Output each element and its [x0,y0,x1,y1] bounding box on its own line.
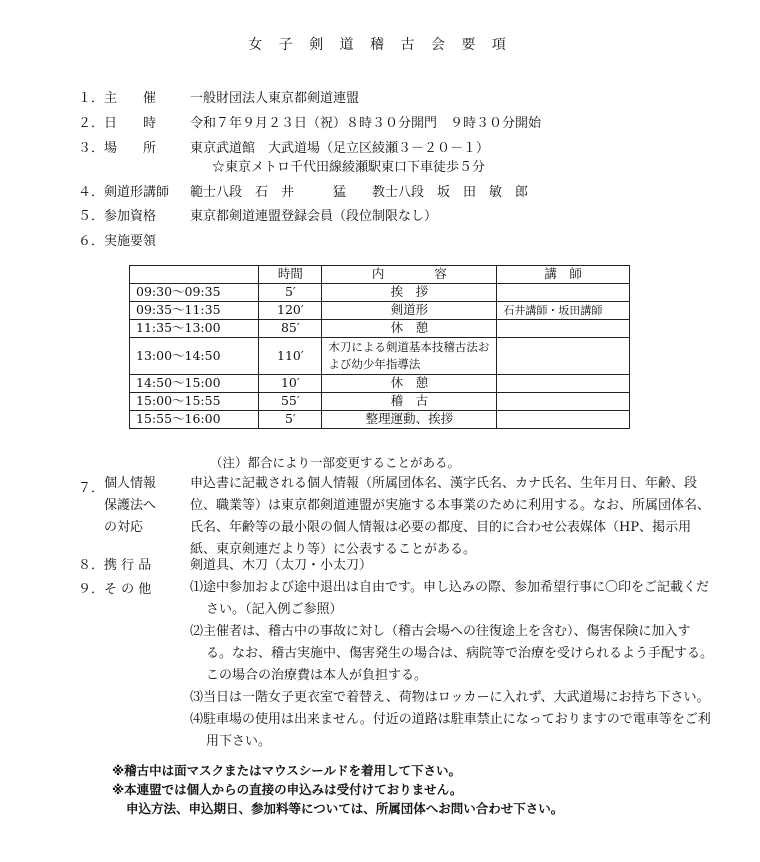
header-cell [130,266,259,284]
table-row [130,320,630,338]
time-cell: 09:30～09:35 [130,284,259,302]
header-cell-instructor: 講 師 [497,266,630,284]
item-number: ４． [78,185,105,200]
table-row [130,284,630,302]
item-value-privacy: 申込書に記載される個人情報（所属団体名、漢字氏名、カナ氏名、生年月日、年齢、段位、職業等）は東京都剣道連盟が実施する本事業のために利用する。なお、所属団体名、氏名、年齢等の最小限の個人情報は必要の都度、目的に合わせ公表媒体（HP、掲示用紙、東京剣連だより等）に公表することがある。 [190,476,711,557]
time-cell: 15:55～16:00 [130,411,259,429]
notice-no-individual: ※本連盟では個人からの直接の申込みは受付けておりません。 [112,782,463,797]
time-cell: 11:35～13:00 [130,320,259,338]
item-number: ９． [78,582,105,597]
list-item: ⑴途中参加および途中退出は自由です。申し込みの際、参加希望行事に〇印をご記載ください。（記入例ご参照） [190,580,709,617]
item-number: ２． [78,116,105,131]
item-label-belongings: 携 行 品 [104,558,152,573]
item-number: ５． [78,209,105,224]
page-title: 女 子 剣 道 稽 古 会 要 項 [248,37,512,53]
notice-mask: ※稽古中は面マスクまたはマウスシールドを着用して下さい。 [112,763,462,778]
item-number: ７． [78,481,105,496]
instructor-cell [497,284,630,302]
item-value-venue: 東京武道館 大武道場（足立区綾瀬３－２０－１） [190,141,490,156]
item-label-privacy [104,473,184,539]
table-header-row [130,266,630,284]
table-row [130,302,630,320]
item-label-line: 個人情報 [104,476,157,491]
item-value-datetime: 令和７年９月２３日（祝）８時３０分開門 ９時３０分開始 [190,116,542,131]
duration-cell: 10′ [259,375,322,393]
item-number: １． [78,91,105,106]
duration-cell: 5′ [259,284,322,302]
list-item: ⑵主催者は、稽古中の事故に対し（稽古会場への往復途上を含む）、傷害保険に加入する。なお、稽古実施中、傷害発生の場合は、病院等で治療を受けられるよう手配する。この場合の治療費は本人が負担する。 [190,624,714,683]
instructor-cell [497,411,630,429]
content-cell: 休 憩 [322,320,497,338]
duration-cell: 120′ [259,302,322,320]
table-row [130,338,630,375]
duration-cell: 5′ [259,411,322,429]
item-number: ６． [78,234,105,249]
item-value-organizer: 一般財団法人東京都剣道連盟 [190,91,360,106]
item-value-eligibility: 東京都剣道連盟登録会員（段位制限なし） [190,209,438,224]
content-cell: 休 憩 [322,375,497,393]
other-points-list [190,577,715,753]
schedule-note: （注）都合により一部変更することがある。 [210,455,461,470]
duration-cell: 110′ [259,338,322,375]
time-cell: 09:35～11:35 [130,302,259,320]
content-cell: 挨 拶 [322,284,497,302]
duration-cell: 85′ [259,320,322,338]
header-cell-content: 内 容 [322,266,497,284]
instructor-cell: 石井講師・坂田講師 [497,302,630,320]
list-item: ⑶当日は一階女子更衣室で着替え、荷物はロッカーに入れず、大武道場にお持ち下さい。 [190,690,710,705]
item-number: ８． [78,558,105,573]
item-number: ３． [78,141,105,156]
item-label-organizer: 主 催 [104,91,157,106]
item-label-eligibility: 参加資格 [104,209,157,224]
item-value-access: ☆東京メトロ千代田線綾瀬駅東口下車徒歩５分 [212,160,486,175]
instructor-cell [497,338,630,375]
instructor-cell [497,375,630,393]
notice-inquiry: 申込方法、申込期日、参加料等については、所属団体へお問い合わせ下さい。 [126,801,564,816]
content-cell: 整理運動、挨拶 [322,411,497,429]
duration-cell: 55′ [259,393,322,411]
content-cell: 稽 古 [322,393,497,411]
instructor-cell [497,393,630,411]
table-row [130,375,630,393]
content-cell: 木刀による剣道基本技稽古法および幼少年指導法 [322,338,497,375]
item-label-other: そ の 他 [104,582,152,597]
table-row [130,411,630,429]
header-cell-duration: 時間 [259,266,322,284]
item-label-procedure: 実施要領 [104,234,157,249]
content-cell: 剣道形 [322,302,497,320]
table-row [130,393,630,411]
item-label-venue: 場 所 [104,141,157,156]
item-label-line: の対応 [104,520,144,535]
instructor-cell [497,320,630,338]
item-value-belongings: 剣道具、木刀（太刀・小太刀） [190,558,373,573]
list-item: ⑷駐車場の使用は出来ません。付近の道路は駐車禁止になっておりますので電車等をご利用下さい。 [190,712,711,749]
item-label-instructors: 剣道形講師 [104,185,170,200]
item-label-line: 保護法へ [104,498,157,513]
item-label-datetime: 日 時 [104,116,157,131]
schedule-table [129,265,630,429]
time-cell: 13:00～14:50 [130,338,259,375]
time-cell: 15:00～15:55 [130,393,259,411]
time-cell: 14:50～15:00 [130,375,259,393]
item-value-instructors: 範士八段 石 井 猛 教士八段 坂 田 敏 郎 [190,185,529,200]
